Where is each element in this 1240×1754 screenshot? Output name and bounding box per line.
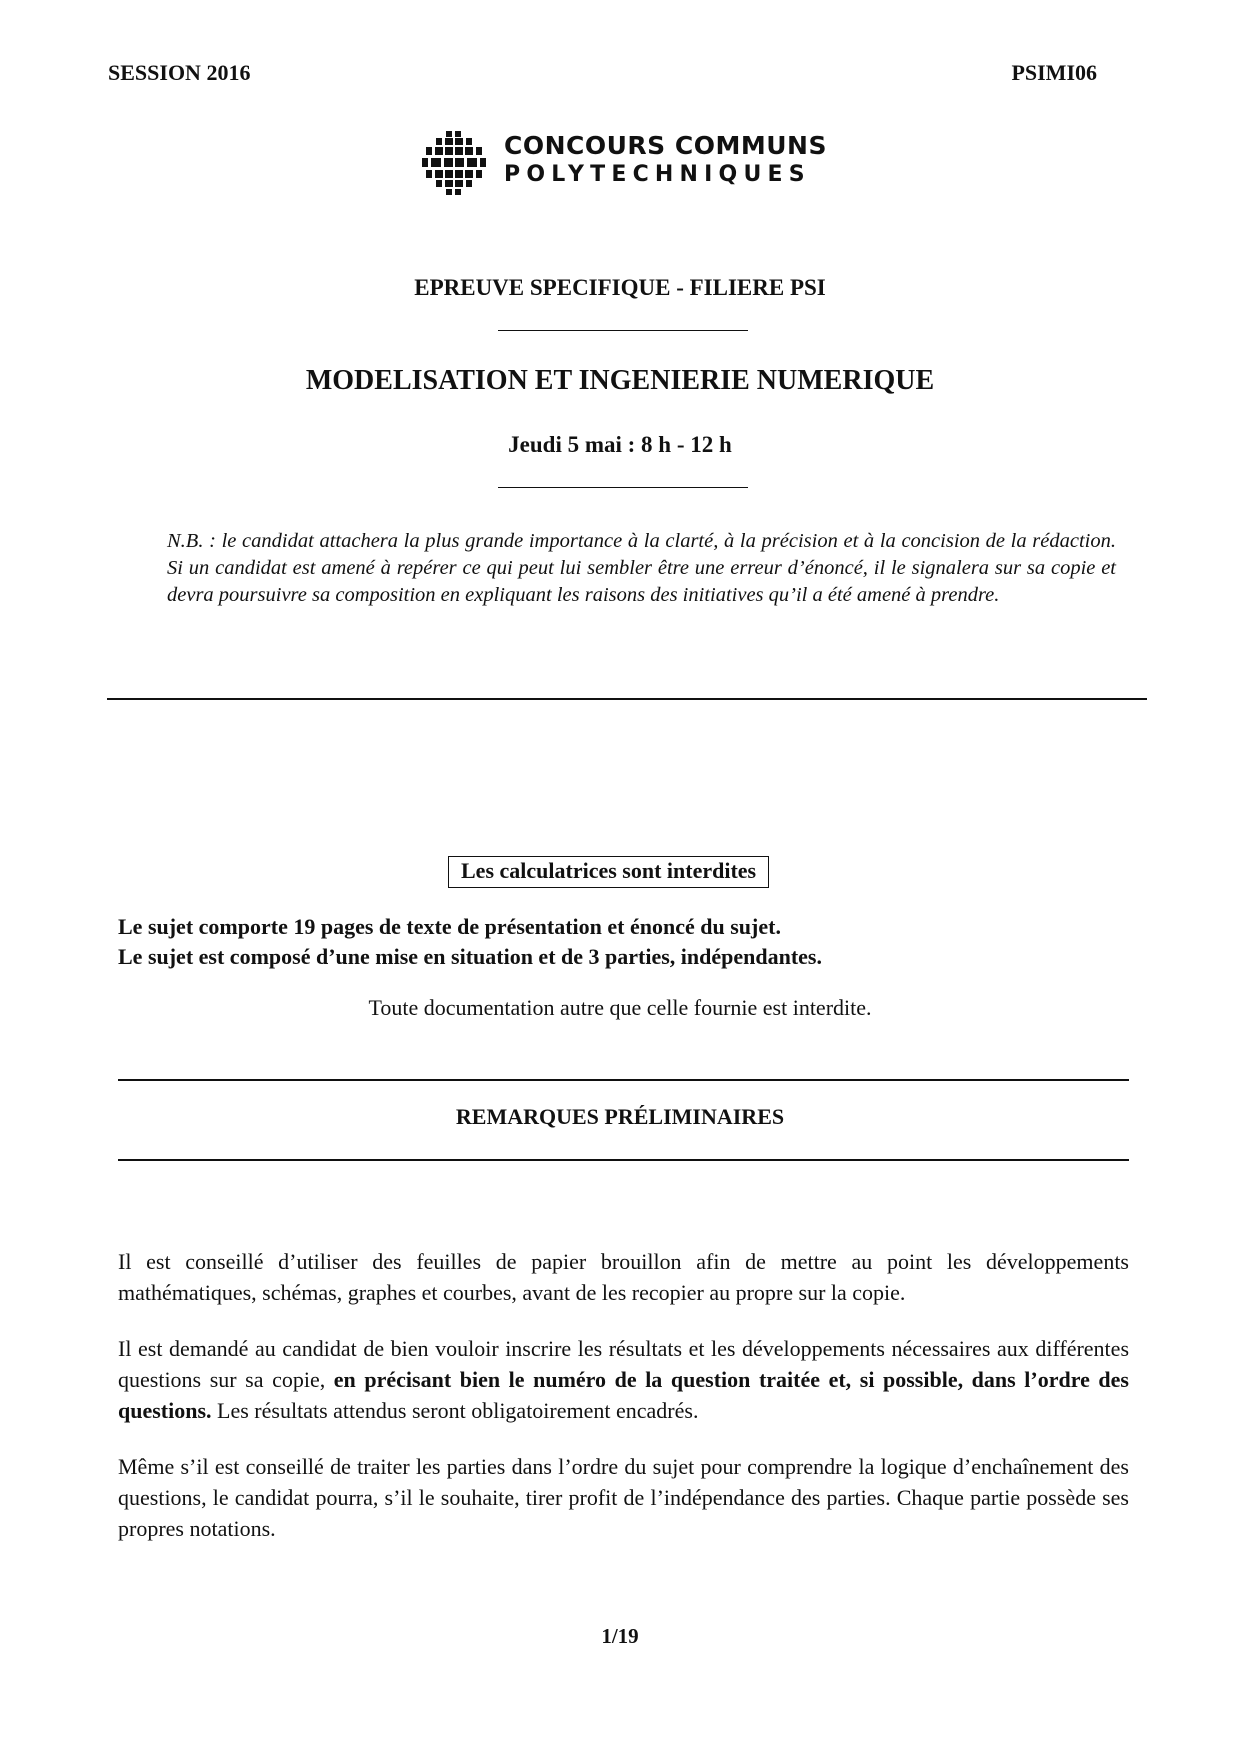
full-width-rule (107, 698, 1147, 700)
epreuve-heading: EPREUVE SPECIFIQUE - FILIERE PSI (414, 275, 826, 300)
ccp-logo (420, 128, 827, 198)
emphasis-text: en précisant bien le numéro de la question traitée et, si possible, dans l’ordre des questions. (118, 1367, 1129, 1423)
divider (498, 487, 748, 488)
paragraph-brouillon: Il est conseillé d’utiliser des feuilles de papier brouillon afin de mettre au point les développements mathématiques, schémas, graphes et courbes, avant de les recopier au propre sur la copie. (118, 1249, 1129, 1305)
logo-line-1: CONCOURS COMMUNS (504, 131, 827, 160)
pages-statement: Le sujet comporte 19 pages de texte de présentation et énoncé du sujet. (118, 914, 781, 939)
paragraph-ordre: Même s’il est conseillé de traiter les parties dans l’ordre du sujet pour comprendre la logique d’enchaînement des questions, le candidat pourra, s’il le souhaite, tirer profit de l’indépendance des parties. Chaque partie possède ses propres notations. (118, 1454, 1129, 1541)
paragraph-instructions (118, 1333, 1129, 1426)
section-rule (118, 1159, 1129, 1161)
calculators-box: Les calculatrices sont interdites (448, 856, 769, 888)
remarques-heading: REMARQUES PRÉLIMINAIRES (455, 1104, 785, 1129)
paragraph-text: Les résultats attendus seront obligatoirement encadrés. (211, 1398, 699, 1423)
page-number: 1/19 (601, 1624, 639, 1648)
section-rule (118, 1079, 1129, 1081)
divider (498, 330, 748, 331)
exam-date: Jeudi 5 mai : 8 h - 12 h (508, 432, 732, 457)
exam-code: PSIMI06 (1011, 60, 1097, 85)
session-label: SESSION 2016 (108, 60, 251, 85)
composition-statement: Le sujet est composé d’une mise en situation et de 3 parties, indépendantes. (118, 944, 822, 969)
nb-notice: N.B. : le candidat attachera la plus grande importance à la clarté, à la précision et à la concision de la rédaction. Si un candidat est amené à repérer ce qui peut lui sembler être une erreur d’énoncé, il le signalera sur sa copie et devra poursuivre sa composition en expliquant les raisons des initiatives qu’il a été amené à prendre. (167, 530, 1116, 606)
exam-title: MODELISATION ET INGENIERIE NUMERIQUE (305, 365, 935, 396)
documentation-statement: Toute documentation autre que celle fournie est interdite. (368, 995, 872, 1020)
ccp-logo-icon (420, 131, 488, 195)
paragraph-text: Il est demandé au candidat de bien vouloir inscrire les résultats et les développements nécessaires aux différentes questions sur sa copie, (118, 1336, 1129, 1392)
logo-line-2: POLYTECHNIQUES (504, 162, 811, 187)
